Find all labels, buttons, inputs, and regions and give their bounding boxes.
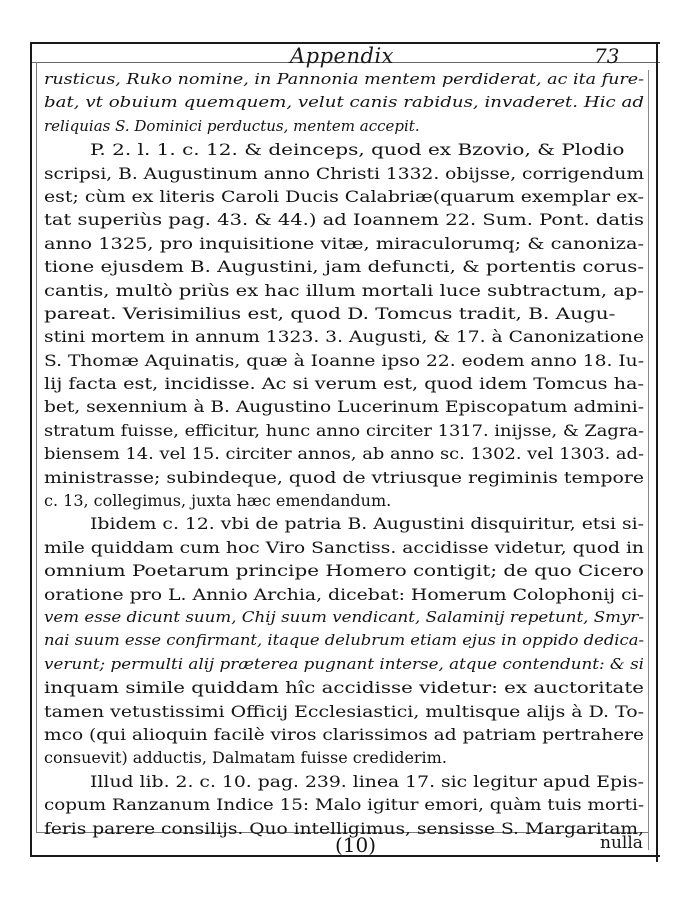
text-line-content: tat superiùs pag. 43. & 44.) ad Ioannem 22. Sum. Pont. datis [44,210,644,230]
page-number: 73 [594,44,620,68]
text-line [44,232,644,255]
text-line [44,629,644,652]
text-line [44,208,644,231]
text-line [44,559,644,582]
text-line-content: vem esse dicunt suum, Chij suum vendicant, Salaminij repetunt, Smyr- [44,607,644,626]
text-line-content: consuevit) adductis, Dalmatam fuisse crediderim. [44,748,447,768]
text-line [44,489,644,512]
text-line-content: ministrasse; subindeque, quod de vtriusque regiminis tempore [44,467,644,487]
text-line-content: mile quiddam cum hoc Viro Sanctiss. accidisse videtur, quod in [44,537,644,557]
text-line [44,770,644,793]
text-line [44,793,644,816]
text-line-content: est; cùm ex literis Caroli Ducis Calabriæ(quarum exemplar ex- [44,186,644,206]
text-line [44,583,644,606]
text-line-content: tamen vetustissimi Officij Ecclesiastici, multisque alijs à D. To- [44,701,644,721]
text-line [44,279,644,302]
text-line-content: P. 2. l. 1. c. 12. & deinceps, quod ex Bzovio, & Plodio [90,140,625,160]
text-line [44,91,644,114]
text-line-content: oratione pro L. Annio Archia, dicebat: Homerum Colophonij ci- [44,584,644,604]
text-line-content: cantis, multò priùs ex hac illum mortali luce subtractum, ap- [44,280,644,300]
frame-right-rule [656,42,658,862]
text-line [44,325,644,348]
text-line [44,442,644,465]
text-line-content: mco (qui alioquin facilè viros clarissimos ad patriam pertrahere [44,724,644,744]
text-line-content: c. 13, collegimus, juxta hæc emendandum. [44,491,392,511]
text-line-content: rusticus, Ruko nomine, in Pannonia mentem perdiderat, ac ita fure- [44,70,644,88]
text-line [44,68,644,91]
text-line [44,700,644,723]
text-line [44,746,644,769]
text-line [44,606,644,629]
text-line-content: Ibidem c. 12. vbi de patria B. Augustini disquiritur, etsi si- [90,514,644,534]
text-line [44,536,644,559]
body-text [44,68,644,840]
text-line [44,653,644,676]
signature-mark: (10) [335,833,377,857]
text-line-content: stratum fuisse, efficitur, hunc anno circiter 1317. inijsse, & Zagra- [44,420,645,440]
text-line-content: reliquias S. Dominici perductus, mentem accepit. [44,116,420,135]
text-line [44,512,644,535]
text-line-content: biensem 14. vel 15. circiter annos, ab anno sc. 1302. vel 1303. ad- [44,444,644,464]
text-line [44,302,644,325]
text-line [44,115,644,138]
text-line [44,372,644,395]
text-line-content: lij facta est, incidisse. Ac si verum est, quod idem Tomcus ha- [44,374,644,394]
text-line-content: feris parere consilijs. Quo intelligimus, sensisse S. Margaritam, [44,818,644,838]
text-line [44,255,644,278]
frame-inner-right-rule [648,70,649,850]
text-line [44,185,644,208]
frame-inner-left-rule [36,62,37,832]
text-line [44,723,644,746]
running-head: Appendix [290,44,395,68]
text-line-content: bet, sexennium à B. Augustino Lucerinum Episcopatum admini- [44,397,644,417]
text-line-content: inquam simile quiddam hîc accidisse videtur: ex auctoritate [44,678,644,698]
text-line-content: Illud lib. 2. c. 10. pag. 239. linea 17. sic legitur apud Epis- [90,771,644,791]
text-line [44,162,644,185]
text-line-content: verunt; permulti alij præterea pugnant interse, atque contendunt: & si [44,654,644,673]
text-line [44,676,644,699]
frame-left-rule [30,42,32,856]
text-line-content: bat, vt obuium quemquem, velut canis rabidus, invaderet. Hic ad [44,93,644,112]
text-line [44,138,644,161]
text-line-content: tione ejusdem B. Augustini, jam defuncti, & portentis corus- [44,257,644,277]
text-line [44,466,644,489]
catchword: nulla [600,833,643,853]
text-line-content: stini mortem in annum 1323. 3. Augusti, & 17. à Canonizatione [44,327,644,347]
text-line-content: omnium Poetarum principe Homero contigit; de quo Cicero [44,561,644,581]
text-line-content: copum Ranzanum Indice 15: Malo igitur emori, quàm tuis morti- [44,795,644,815]
text-line [44,349,644,372]
text-line [44,395,644,418]
text-line-content: nai suum esse confirmant, itaque delubrum etiam ejus in oppido dedica- [44,631,644,650]
text-line-content: scripsi, B. Augustinum anno Christi 1332. obijsse, corrigendum [44,163,644,183]
text-line-content: S. Thomæ Aquinatis, quæ à Ioanne ipso 22. eodem anno 18. Iu- [44,350,644,370]
text-line-content: pareat. Verisimilius est, quod D. Tomcus tradit, B. Augu- [44,303,616,323]
text-line-content: anno 1325, pro inquisitione vitæ, miraculorumq; & canoniza- [44,233,644,253]
text-line [44,419,644,442]
